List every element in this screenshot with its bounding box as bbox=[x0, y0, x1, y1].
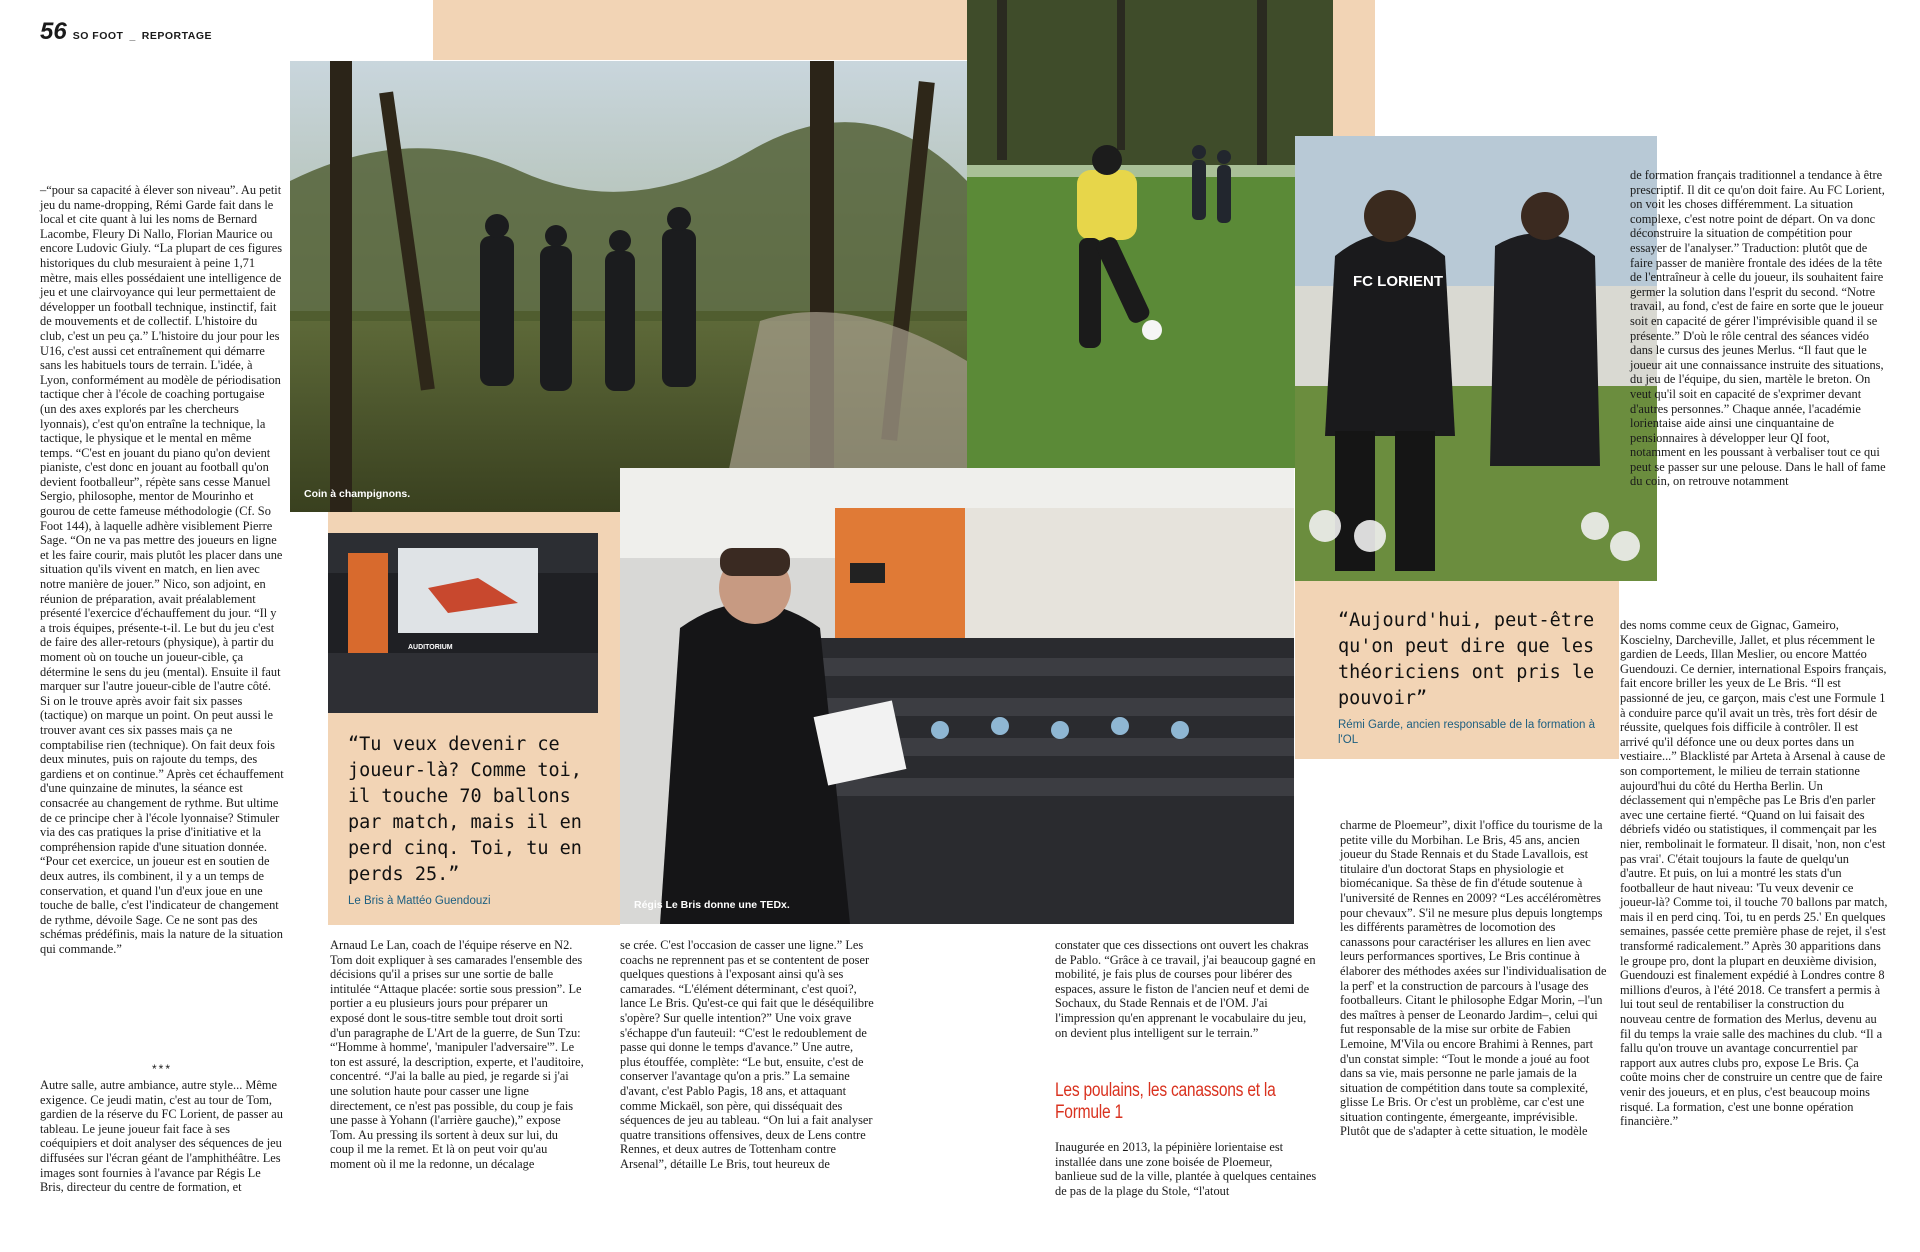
pull-quote-2 bbox=[1338, 608, 1618, 748]
video-room-photo bbox=[328, 533, 598, 713]
column-1 bbox=[40, 183, 284, 956]
column-6-text-b: des noms comme ceux de Gignac, Gameiro, Koscielny, Darcheville, Jallet, et plus récemment le gardien de Leeds, Illan Meslier, ou encore Mattéo Guendouzi. Ce dernier, international Espoirs français, fait encore briller les yeux de Le Bris. “Il est passionné de jeu, ce garçon, mais c'est une Formule 1 à conduire parce qu'il avait un très, très fort désir de réussite, quelques fois difficile à contrôler. Il est arrivé qu'il défonce une ou deux portes dans un vestiaire...” Blacklisté par Arteta à Arsenal à cause de son comportement, le milieu de terrain stationne aujourd'hui du côté du Hertha Berlin. Un déclassement qui n'empêche pas Le Bris d'en parler avec une certaine fierté. “Quand on lui faisait des débriefs vidéo ou statistiques, il commençait par les nier, rembolinait le formateur. Il disait, 'non, non c'est pas vrai'. C'était toujours la faute de quelqu'un d'autre. Et puis, on lui a montré les stats d'un footballeur de haut niveau: 'Tu veux devenir ce joueur-là? Comme toi, il touche 70 ballons par match, mais il en perd cinq. Toi, tu en perds 25.' En quelques semaines, passée cette première phase de rejet, il s'est transformé radicalement.” Après 30 apparitions dans le groupe pro, dont la plupart en deuxième division, Guendouzi est finalement expédié à Londres contre 8 millions d'euros, à l'été 2018. Ce transfert a permis à lui tout seul de rentabiliser la construction du nouveau centre de formation des Merlus, devenu au fil du temps la vraie salle des machines du club. “Il a fallu qu'on trouve un avantage concurrentiel par rapport aux autres clubs pro, expose Le Bris. Ça coûte moins cher de construire un centre que de faire venir des joueurs, et en plus, c'est beaucoup moins risqué. La formation, c'est une bonne opération financière.” bbox=[1620, 618, 1888, 1129]
column-2 bbox=[330, 938, 585, 1172]
pull-quote-2-attribution: Rémi Garde, ancien responsable de la formation à l'OL bbox=[1338, 719, 1595, 746]
column-6-part-2 bbox=[1620, 618, 1888, 1129]
page-header bbox=[40, 18, 212, 46]
auditorium-sign: AUDITORIUM bbox=[408, 644, 453, 651]
column-1-paragraph-2: Autre salle, autre ambiance, autre style... Même exigence. Ce jeudi matin, c'est au tour de Tom, gardien de la réserve du FC Lorient, de passer au tableau. Le jeune joueur fait face à ses coéquipiers et doit analyser des séquences de jeu diffusées sur l'écran géant de l'amphithéâtre. Les images sont fournies à l'avance par Régis Le Bris, directeur du centre de formation, et bbox=[40, 1078, 283, 1195]
pull-quote-2-text: “Aujourd'hui, peut-être qu'on peut dire que les théoriciens ont pris le pouvoir” bbox=[1338, 610, 1595, 709]
column-1-paragraph-1: –“pour sa capacité à élever son niveau”. Au petit jeu du name-dropping, Rémi Garde fait dans le local et cite quant à lui les noms de Bernard Lacombe, Fleury Di Nallo, Florian Maurice ou encore Ludovic Giuly. “La plupart de ces figures historiques du club mesuraient à peine 1,71 mètre, mais elles possédaient une intelligence de jeu et une clairvoyance qui leur permettaient de développer un football technique, instinctif, fait de mouvements et de collectif. L'histoire du club, c'est un peu ça.” L'histoire du jour pour les U16, c'est aussi cet entraînement qui démarre sans les habituels tours de terrain. L'idée, à Lyon, conformément au modèle de périodisation tactique cher à l'école de coaching portugaise (un des axes explorés par les chercheurs lyonnais), c'est qu'on entraîne la technique, la tactique, le physique et le mental en même temps. “C'est en jouant du piano qu'on devient pianiste, c'est donc en jouant au football qu'on devient footballeur”, répète sans cesse Manuel Sergio, philosophe, mentor de Mourinho et gourou de cette fameuse méthodologie (Cf. So Foot 144), à laquelle adhère visiblement Pierre Sage. “On ne va pas mettre des joueurs en ligne et les faire courir, mais plutôt les placer dans une situation qu'ils vivent en match, en lien avec notre manière de jouer.” Nico, son adjoint, en réunion de préparation, avait préalablement présenté l'exercice d'échauffement du jour. “Il y a trois équipes, présente-t-il. Le but du jeu c'est de faire des aller-retours (physique), à partir du moment où on touche un joueur-cible, ça détermine le sens du jeu (mental). Ensuite il faut marquer sur l'autre joueur-cible de l'autre côté. Si on le trouve après avoir fait six passes (tactique) on marque un point. On peut aussi le trouver avant ces six passes mais ça ne comptabilise rien (technique). On fait deux fois deux minutes, puis on rajoute du temps, des gardiens et on continue.” Après cet échauffement d'une quinzaine de minutes, la séance est consacrée au changement de rythme. But ultime de ce principe cher à l'école lyonnaise? Stimuler via des cas pratiques la prise d'initiative et la compréhension rapide d'une situation donnée. “Pour cet exercice, un joueur est en soutien de deux autres, ils combinent, il y a un temps de conservation, et quand l'un d'eux joue en une touche de balle, c'est l'indicateur de changement de rythme, dévoile Sage. Ce ne sont pas des schémas prédéfinis, mais la nature de la situation qui commande.” bbox=[40, 183, 284, 956]
section-separator: *** bbox=[151, 1062, 172, 1076]
column-5-text: charme de Ploemeur”, dixit l'office du tourisme de la petite ville du Morbihan. Le Bris, 45 ans, ancien joueur du Stade Rennais et du Stade Lavallois, est titulaire d'un doctorat Staps en physiologie et biomécanique. Sa thèse de fin d'étude soutenue à l'université de Rennes en 2009? “Les accéléromètres pour chevaux”. S'il ne mesure plus depuis longtemps les différents paramètres de locomotion des canassons pour caractériser les allures en lien avec leurs performances sportives, Le Bris continue à élaborer des méthodes axées sur l'individualisation de la perf' et la construction de parcours à l'usage des footballeurs. Citant le philosophe Edgar Morin, –l'un des maîtres à penser de Leonardo Jardim–, celui qui fut responsable de la mise sur orbite de Fabien Lemoine, M'Vila ou encore Brahimi à Rennes, part d'un constat simple: “Tout le monde a joué au foot dans sa vie, mais personne ne parle jamais de la situation de compétition dans toute sa complexité, glisse Le Bris. Or c'est un problème, car c'est une situation contingente, émergeante, imprévisible. Plutôt que de s'adapter à cette situation, le modèle bbox=[1340, 818, 1607, 1139]
column-4-text-b: Inaugurée en 2013, la pépinière lorientaise est installée dans une zone boisée de Ploemeur, banlieue sud de la ville, plantée à quelques centaines de pas de la plage du Stole, “l'atout bbox=[1055, 1140, 1317, 1198]
svg-text:FC LORIENT: FC LORIENT bbox=[1353, 273, 1443, 290]
pull-quote-1-attribution: Le Bris à Mattéo Guendouzi bbox=[348, 895, 491, 907]
column-4 bbox=[1055, 938, 1317, 1040]
auditorium-tedx-photo bbox=[620, 468, 1294, 924]
fc-lorient-players-photo bbox=[1295, 136, 1657, 581]
section-subhead: Les poulains, les canassons et la Formule 1 bbox=[1055, 1080, 1276, 1123]
forest-walk-photo bbox=[290, 61, 967, 512]
header-separator: _ bbox=[129, 30, 136, 42]
column-1-part-2 bbox=[40, 1078, 284, 1195]
column-3 bbox=[620, 938, 875, 1172]
pull-quote-1-text: “Tu veux devenir ce joueur-là? Comme toi, il touche 70 ballons par match, mais il en perd cinq. Toi, tu en perds 25.” bbox=[348, 734, 582, 885]
page-number: 56 bbox=[40, 18, 67, 45]
training-pitch-photo bbox=[967, 0, 1333, 468]
auditorium-tedx-illustration bbox=[620, 468, 1294, 924]
column-6 bbox=[1630, 168, 1888, 489]
tan-background-block-right bbox=[1333, 0, 1375, 136]
photo3-caption: Régis Le Bris donne une TEDx. bbox=[634, 899, 790, 911]
magazine-name: SO FOOT bbox=[72, 30, 124, 42]
tan-background-block-left bbox=[433, 0, 968, 60]
column-4-part-2 bbox=[1055, 1140, 1317, 1198]
fc-lorient-players-illustration bbox=[1295, 136, 1657, 581]
section-name: REPORTAGE bbox=[141, 30, 213, 42]
column-5 bbox=[1340, 818, 1608, 1139]
pull-quote-1 bbox=[348, 732, 600, 909]
column-2-text: Arnaud Le Lan, coach de l'équipe réserve en N2. Tom doit expliquer à ses camarades l'ensemble des décisions qu'il a prises sur une sortie de balle intitulée “Attaque placée: sortie sous pression”. Le portier a eu plusieurs jours pour préparer un exposé dont le sous-titre semble tout droit sorti d'un paragraphe de L'Art de la guerre, de Sun Tzu: “'Homme à homme', 'manipuler l'adversaire'”. Le ton est assuré, la description, experte, et l'auditoire, concentré. “J'ai la balle au pied, je regarde si j'ai une solution haute pour casser une ligne directement, ce n'est pas possible, du coup je fais une passe à Yohann (l'arrière gauche),” expose Tom. Au pressing ils sortent à deux sur lui, du coup il me la remet. Et là on peut voir qu'au moment où il me la redonne, un décalage bbox=[330, 938, 584, 1171]
column-3-text: se crée. C'est l'occasion de casser une ligne.” Les coachs ne reprennent pas et se contentent de poser quelques questions à l'exposant ainsi qu'à ses camarades. “L'élément déterminant, c'est quoi?, lance Le Bris. Qu'est-ce qui fait que le déséquilibre s'opère? Sur quelle intention?” Une voix grave s'échappe d'un fauteuil: “C'est le redoublement de passe qui donne le temps d'avance.” Une autre, plus étouffée, complète: “Le but, ensuite, c'est de conserver l'avantage qu'on a pris.” La semaine d'avant, c'est Pablo Pagis, 18 ans, et attaquant comme Mickaël, son père, qui disséquait des séquences de jeu au tableau. “On lui a fait analyser quatre transitions offensives, deux de Lens contre Rennes, et deux autres de Tottenham contre Arsenal”, détaille Le Bris, tout heureux de bbox=[620, 938, 874, 1171]
training-pitch-illustration bbox=[967, 0, 1333, 468]
forest-walk-illustration bbox=[290, 61, 967, 512]
column-6-text-a: de formation français traditionnel a tendance à être prescriptif. Il dit ce qu'on doit faire. Au FC Lorient, on voit les choses différemment. La situation complexe, c'est notre point de départ. On va donc déconstruire la situation de compétition pour essayer de l'analyser.” Traduction: plutôt que de faire passer de manière frontale des idées de la tête de l'entraîneur à celle du joueur, ils souhaitent faire germer la solution dans l'esprit du second. “Notre travail, au fond, c'est de faire en sorte que le joueur soit en capacité de gérer l'imprévisible quand il se présente.” D'où le rôle central des séances vidéo dans le cursus des jeunes Merlus. “Il faut que le joueur ait une connaissance instruite des situations, du jeu de l'équipe, du sien, martèle le breton. On veut qu'il soit en capacité de s'exprimer devant d'autres personnes.” Chaque année, l'académie lorientaise aide ainsi une cinquantaine de pensionnaires à développer leur QI foot, notamment en les poussant à verbaliser tout ce qui peut se passer sur une pelouse. Dans le hall of fame du coin, on retrouve notamment bbox=[1630, 168, 1886, 489]
column-4-text-a: constater que ces dissections ont ouvert les chakras de Pablo. “Grâce à ce travail, j'ai beaucoup gagné en mobilité, je fais plus de courses pour libérer des espaces, assure le fiston de l'ancien neuf et demi de Sochaux, du Stade Rennais et de l'OM. J'ai l'impression qu'en apprenant le vocabulaire du jeu, on devient plus intelligent sur le terrain.” bbox=[1055, 938, 1316, 1040]
photo1-caption: Coin à champignons. bbox=[304, 488, 411, 500]
video-room-illustration bbox=[328, 533, 598, 713]
